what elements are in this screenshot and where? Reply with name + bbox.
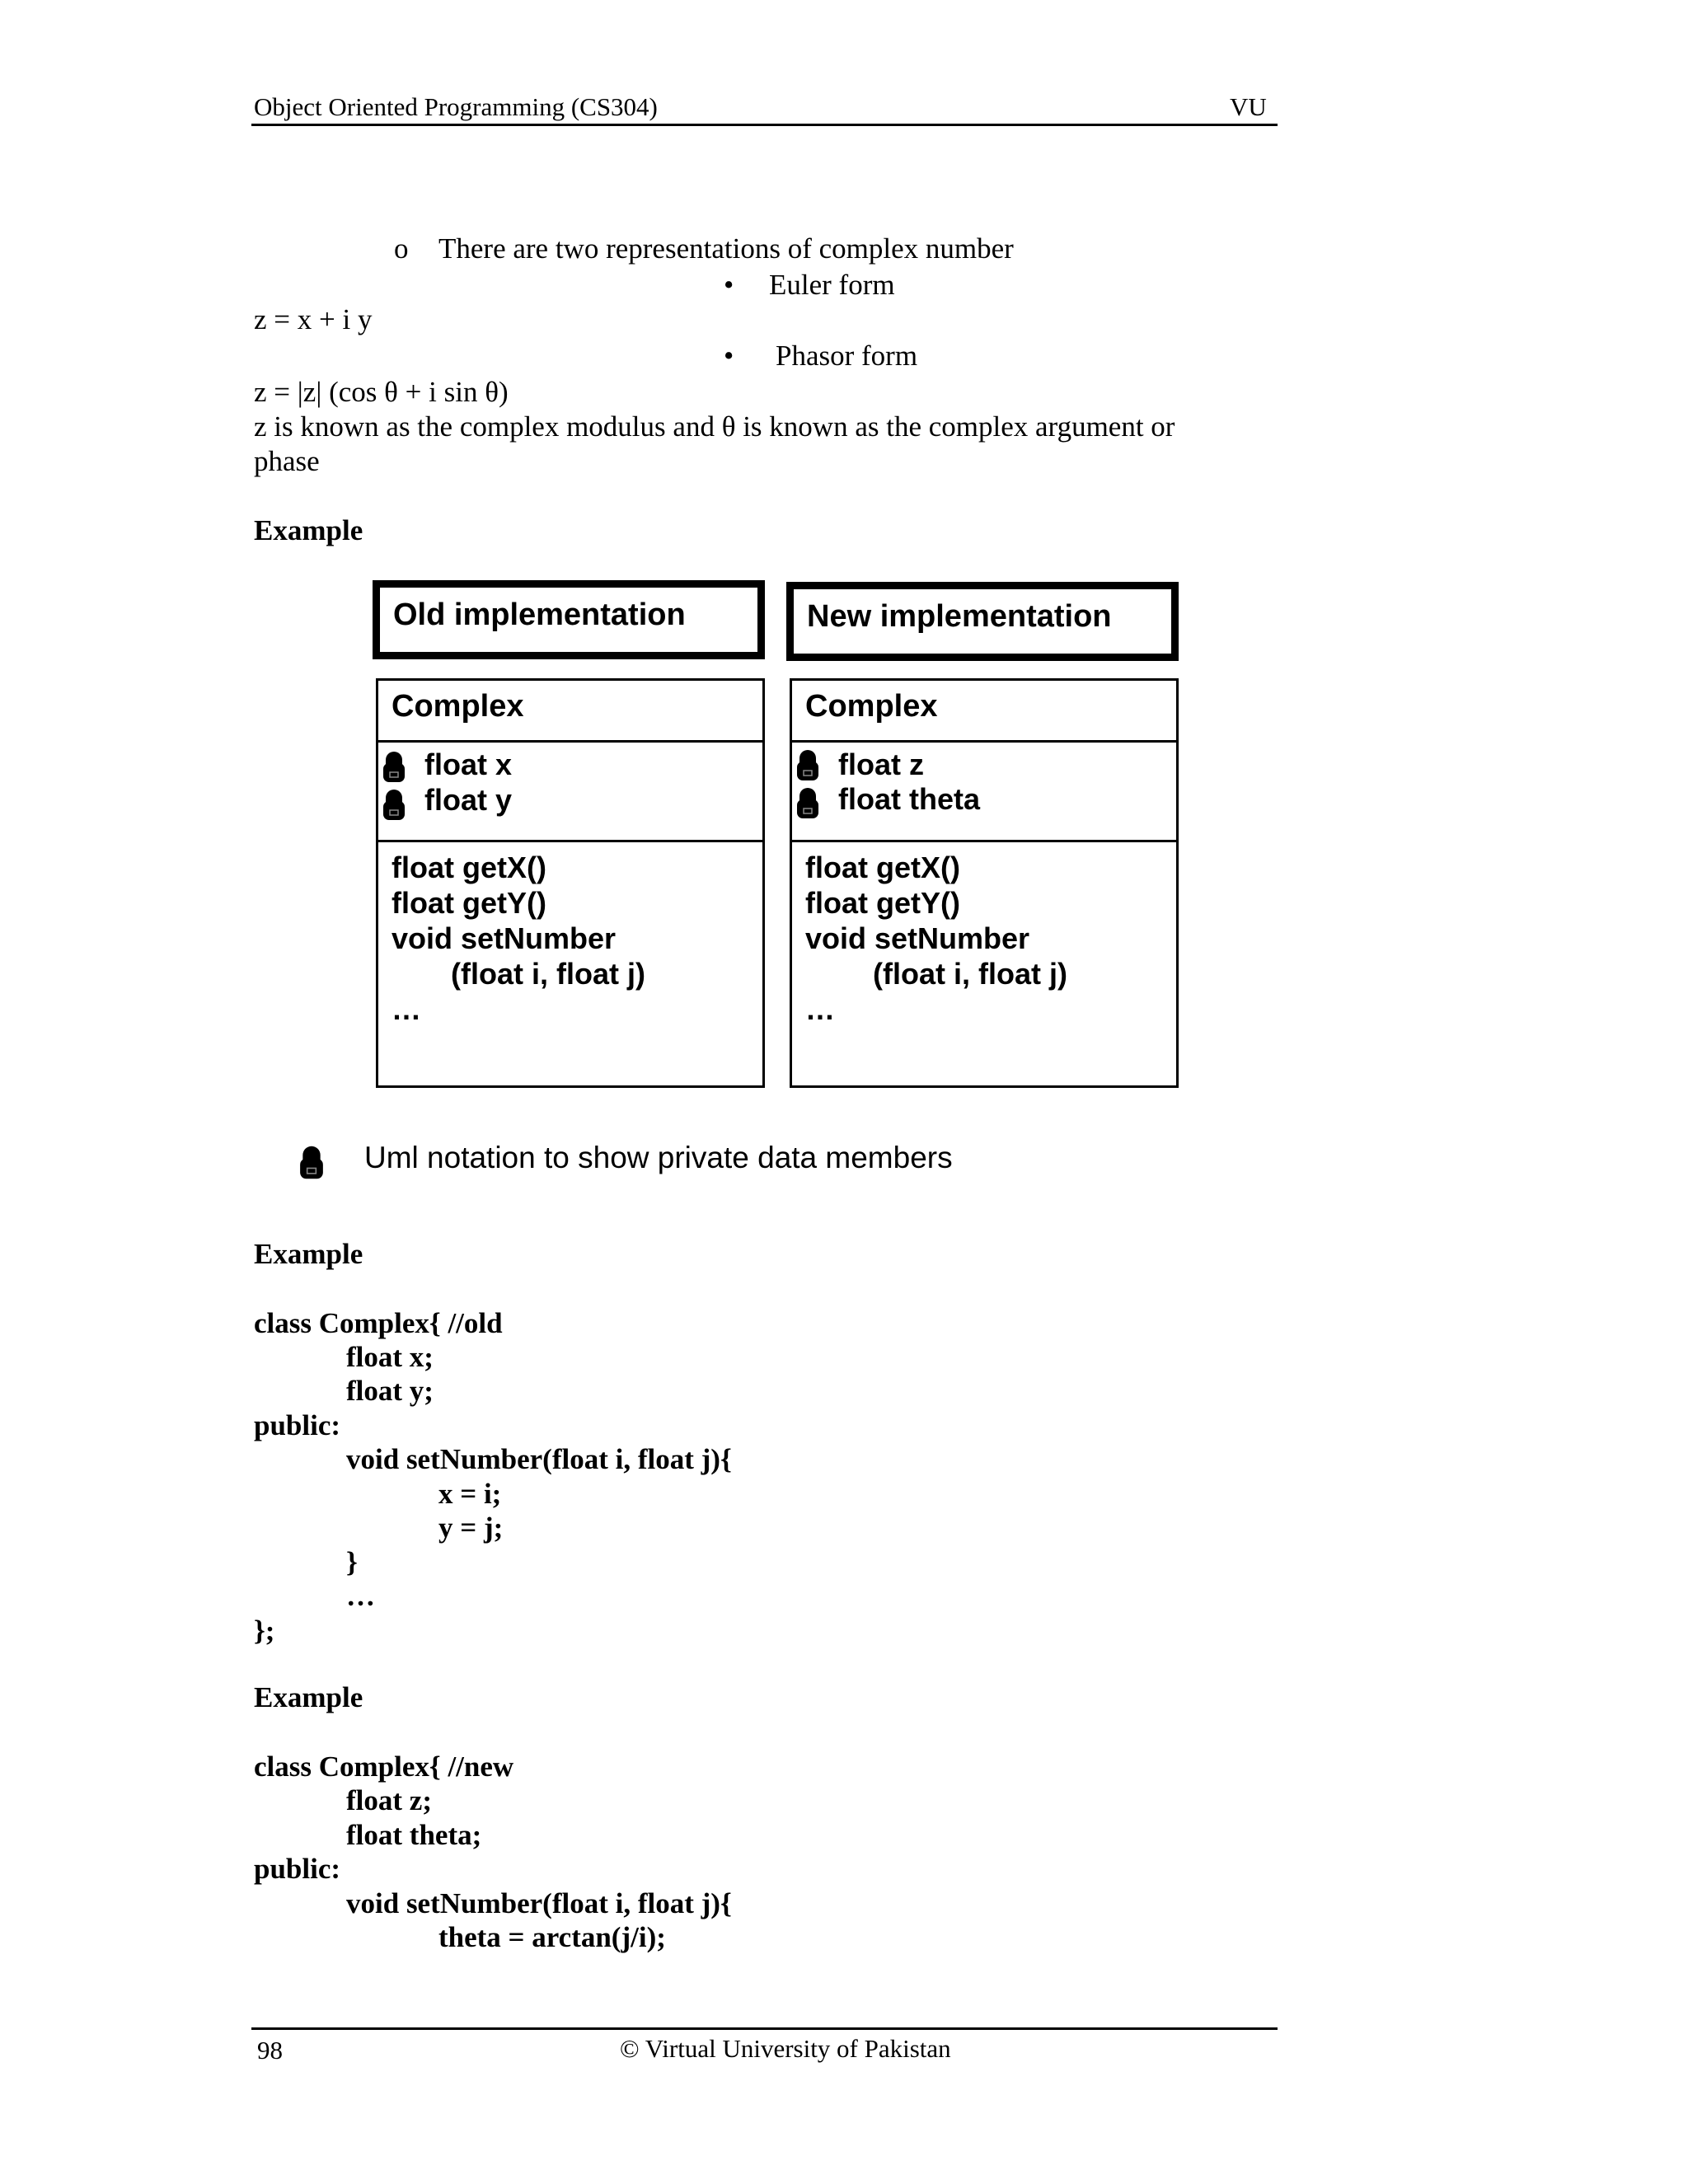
old-implementation-title-box [373, 580, 765, 659]
old-method-setnumber: void setNumber [392, 921, 617, 955]
example-heading: Example [254, 1681, 363, 1713]
old-class-box [376, 678, 765, 1088]
new-attr-z: float z [838, 748, 924, 781]
old-method-params: (float i, float j) [451, 957, 645, 991]
code-line: float x; [346, 1341, 434, 1373]
example-heading: Example [254, 1238, 363, 1270]
code-line: void setNumber(float i, float j){ [346, 1443, 732, 1475]
new-method-ellipsis: … [805, 992, 835, 1026]
example-heading: Example [254, 514, 363, 546]
description-line-1: z is known as the complex modulus and θ is known as the complex argument or [254, 410, 1175, 443]
code-line: … [346, 1580, 375, 1612]
private-lock-icon [795, 786, 820, 819]
code-line: class Complex{ //new [254, 1750, 514, 1783]
representations-line: There are two representations of complex number [438, 232, 1014, 265]
footer-rule [251, 2027, 1278, 2030]
code-line: } [346, 1546, 358, 1578]
code-line: y = j; [438, 1511, 504, 1544]
code-line: float theta; [346, 1819, 482, 1851]
new-class-box [790, 678, 1179, 1088]
sub-bullet-marker: o [394, 232, 409, 265]
new-implementation-title-box [786, 582, 1179, 661]
new-method-gety: float getY() [805, 886, 960, 920]
bullet-dot: • [724, 340, 734, 372]
euler-form-label: Euler form [769, 269, 895, 301]
private-lock-icon [382, 788, 406, 821]
code-line: x = i; [438, 1478, 502, 1510]
new-implementation-title: New implementation [807, 599, 1112, 634]
description-line-2: phase [254, 445, 320, 477]
phasor-formula: z = |z| (cos θ + i sin θ) [254, 376, 509, 408]
new-class-name: Complex [805, 689, 938, 724]
code-line: theta = arctan(j/i); [438, 1921, 666, 1953]
header-title: Object Oriented Programming (CS304) [254, 92, 658, 121]
class-divider [792, 740, 1176, 743]
new-method-getx: float getX() [805, 851, 960, 884]
class-divider [378, 740, 762, 743]
header-rule [251, 124, 1278, 126]
code-line: public: [254, 1409, 341, 1441]
private-lock-icon [382, 750, 406, 783]
old-implementation-title: Old implementation [393, 598, 686, 632]
header-vu: VU [1230, 92, 1267, 121]
footer-copyright: © Virtual University of Pakistan [620, 2034, 951, 2063]
old-method-getx: float getX() [392, 851, 546, 884]
private-lock-icon [795, 748, 820, 781]
old-attr-y: float y [424, 783, 513, 817]
uml-legend-text: Uml notation to show private data members [364, 1141, 953, 1174]
euler-formula: z = x + i y [254, 303, 373, 335]
old-class-name: Complex [392, 689, 524, 724]
new-method-setnumber: void setNumber [805, 921, 1030, 955]
code-line: void setNumber(float i, float j){ [346, 1887, 732, 1919]
code-line: float z; [346, 1784, 432, 1816]
new-method-params: (float i, float j) [873, 957, 1067, 991]
phasor-form-label: Phasor form [776, 340, 918, 372]
old-method-ellipsis: … [392, 992, 421, 1026]
bullet-dot: • [724, 269, 734, 301]
class-divider [792, 840, 1176, 842]
private-lock-icon [298, 1144, 325, 1180]
code-line: class Complex{ //old [254, 1307, 503, 1339]
class-divider [378, 840, 762, 842]
code-line: float y; [346, 1375, 434, 1407]
code-line: public: [254, 1853, 341, 1885]
old-method-gety: float getY() [392, 886, 546, 920]
old-attr-x: float x [424, 748, 513, 781]
new-attr-theta: float theta [838, 782, 981, 816]
code-line: }; [254, 1615, 275, 1647]
page-number: 98 [257, 2036, 283, 2064]
